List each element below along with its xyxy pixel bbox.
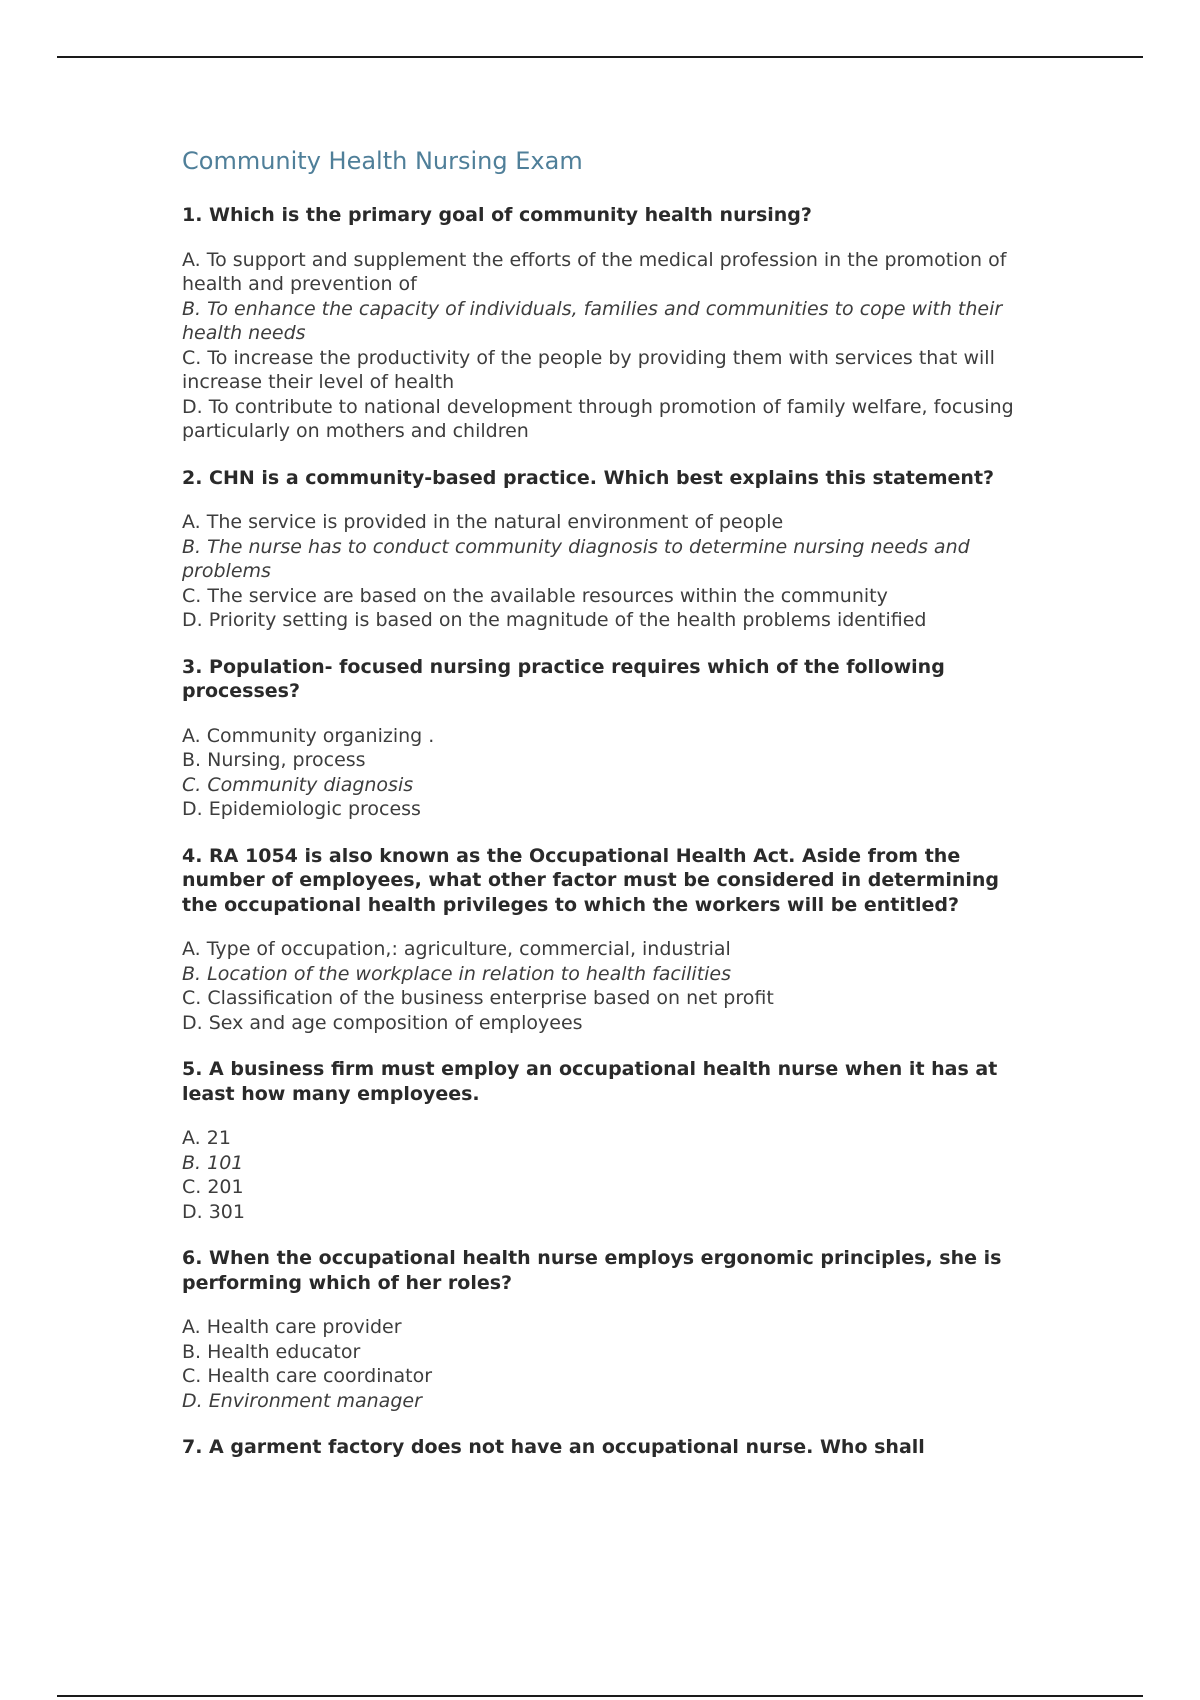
option: D. Sex and age composition of employees <box>182 1011 583 1034</box>
option-list <box>182 248 1032 444</box>
option-list <box>182 510 1032 633</box>
option: A. Community organizing . <box>182 724 435 747</box>
option: A. Type of occupation,: agriculture, commercial, industrial <box>182 938 731 960</box>
option: A. 21 <box>182 1127 231 1149</box>
option: C. The service are based on the available resources within the community <box>182 584 888 607</box>
option: A. To support and supplement the efforts of the medical profession in the promotion of health and prevention of <box>182 248 1007 295</box>
option: A. Health care provider <box>182 1316 402 1338</box>
option-list <box>182 937 1032 1035</box>
question-4 <box>182 844 1032 1036</box>
answer-option: B. The nurse has to conduct community diagnosis to determine nursing needs and problems <box>182 535 970 582</box>
page-title: Community Health Nursing Exam <box>182 147 583 175</box>
answer-option: C. Community diagnosis <box>182 773 414 796</box>
option: C. 201 <box>182 1176 244 1198</box>
question-3 <box>182 655 1032 822</box>
question-2 <box>182 466 1032 633</box>
option-list <box>182 1126 1032 1224</box>
question-text: 7. A garment factory does not have an occupational nurse. Who shall <box>182 1436 925 1458</box>
option: D. To contribute to national development through promotion of family welfare, focusing particularly on mothers and children <box>182 395 1014 442</box>
answer-option: B. To enhance the capacity of individuals, families and communities to cope with their health needs <box>182 297 1003 344</box>
option: D. 301 <box>182 1200 245 1223</box>
answer-option: D. Environment manager <box>182 1389 422 1412</box>
bottom-rule <box>57 1695 1143 1697</box>
question-1 <box>182 203 1032 444</box>
option: D. Priority setting is based on the magnitude of the health problems identified <box>182 609 927 631</box>
question-text: 3. Population- focused nursing practice requires which of the following processes? <box>182 655 945 702</box>
option: A. The service is provided in the natural environment of people <box>182 511 784 533</box>
option: B. Nursing, process <box>182 749 366 771</box>
option: C. To increase the productivity of the people by providing them with services that will increase their level of health <box>182 346 995 393</box>
option: B. Health educator <box>182 1340 361 1363</box>
option: C. Health care coordinator <box>182 1365 433 1387</box>
top-rule <box>57 56 1143 58</box>
option: D. Epidemiologic process <box>182 798 421 820</box>
exam-content <box>182 143 1032 1482</box>
question-text: 6. When the occupational health nurse employs ergonomic principles, she is performing which of her roles? <box>182 1247 1002 1294</box>
answer-option: B. Location of the workplace in relation to health facilities <box>182 962 732 985</box>
question-list <box>182 203 1032 1460</box>
question-text: 2. CHN is a community-based practice. Which best explains this statement? <box>182 466 995 489</box>
option-list <box>182 724 1032 822</box>
option: C. Classification of the business enterprise based on net profit <box>182 987 774 1009</box>
option-list <box>182 1315 1032 1413</box>
question-7 <box>182 1435 1032 1460</box>
answer-option: B. 101 <box>182 1151 244 1174</box>
question-text: 1. Which is the primary goal of community health nursing? <box>182 204 812 226</box>
question-5 <box>182 1057 1032 1224</box>
question-6 <box>182 1246 1032 1413</box>
question-text: 5. A business firm must employ an occupational health nurse when it has at least how many employees. <box>182 1058 998 1105</box>
question-text: 4. RA 1054 is also known as the Occupational Health Act. Aside from the number of employees, what other factor must be considered in determining the occupational health privileges to which the workers will be entitled? <box>182 844 1000 916</box>
